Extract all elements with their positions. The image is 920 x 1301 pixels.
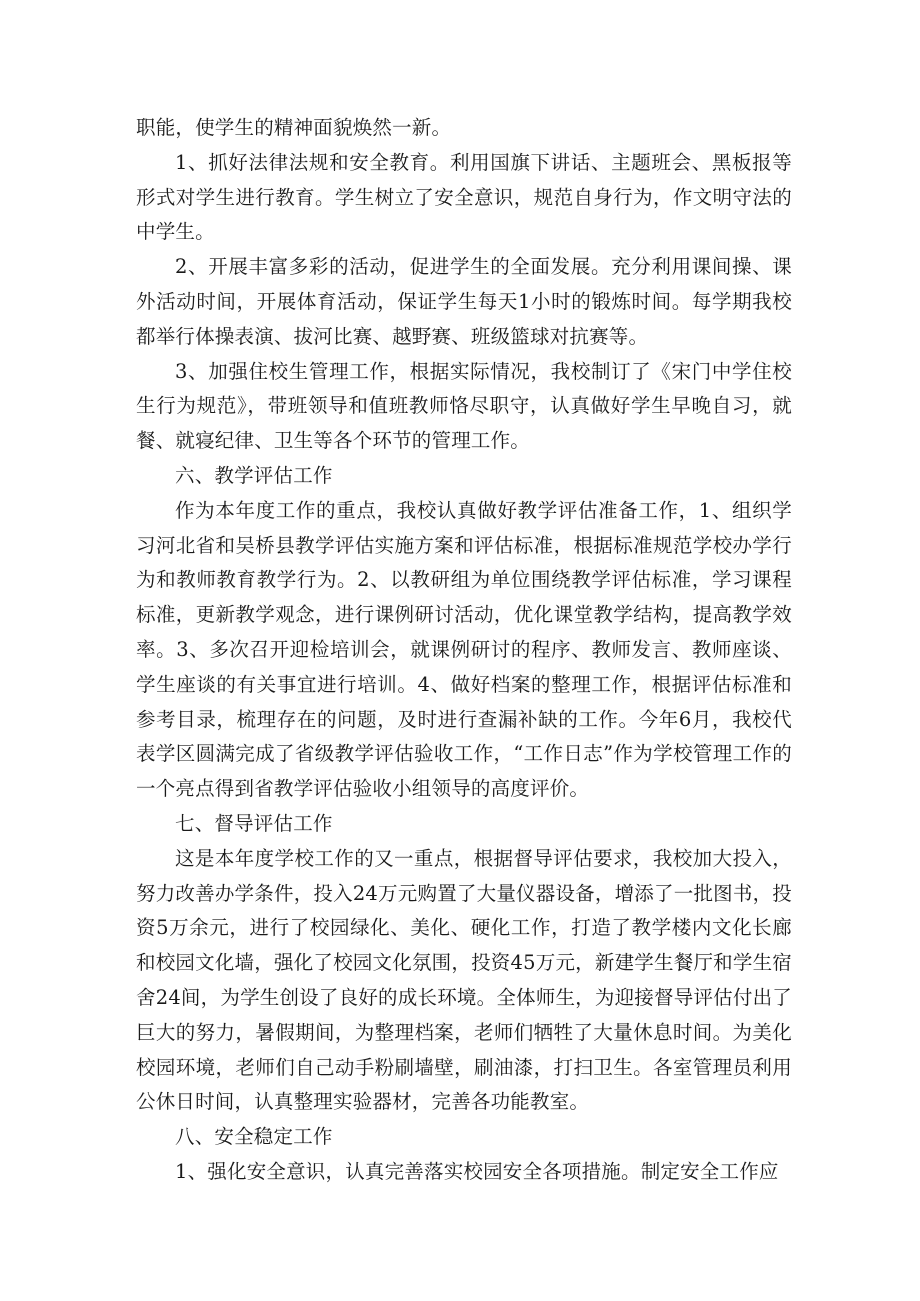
paragraph-safety-awareness: 1、强化安全意识，认真完善落实校园安全各项措施。制定安全工作应 bbox=[175, 1159, 779, 1183]
paragraph-supervision-evaluation: 这是本年度学校工作的又一重点，根据督导评估要求，我校加大投入，努力改善办学条件，投入24万元购置了大量仪器设备，增添了一批图书，投资5万余元，进行了校园绿化、美化、硬化工作，打造了教学楼内文化长廊和校园文化墙，强化了校园文化氛围，投资45万元，新建学生餐厅和学生宿舍24间，为学生创设了良好的成长环境。全体师生，为迎接督导评估付出了巨大的努力，暑假期间，为整理档案，老师们牺牲了大量休息时间。为美化校园环境，老师们自己动手粉刷墙壁，刷油漆，打扫卫生。各室管理员利用公休日时间，认真整理实验器材，完善各功能教室。 bbox=[136, 846, 792, 1114]
paragraph-continuation: 职能，使学生的精神面貌焕然一新。 bbox=[136, 116, 452, 139]
paragraph-activities: 2、开展丰富多彩的活动，促进学生的全面发展。充分利用课间操、课外活动时间，开展体育活动，保证学生每天1小时的锻炼时间。每学期我校都举行体操表演、拔河比赛、越野赛、班级篮球对抗赛等。 bbox=[136, 255, 792, 348]
section-heading-teaching-evaluation: 六、教学评估工作 bbox=[175, 463, 333, 487]
paragraph-law-safety-education: 1、抓好法律法规和安全教育。利用国旗下讲话、主题班会、黑板报等形式对学生进行教育。学生树立了安全意识，规范自身行为，作文明守法的中学生。 bbox=[136, 150, 792, 244]
paragraph-teaching-evaluation: 作为本年度工作的重点，我校认真做好教学评估准备工作，1、组织学习河北省和吴桥县教学评估实施方案和评估标准，根据标准规范学校办学行为和教师教育教学行为。2、以教研组为单位围绕教学评估标准，学习课程标准，更新教学观念，进行课例研讨活动，优化课堂教学结构，提高教学效率。3、多次召开迎检培训会，就课例研讨的程序、教师发言、教师座谈、学生座谈的有关事宜进行培训。4、做好档案的整理工作，根据评估标准和参考目录，梳理存在的问题，及时进行查漏补缺的工作。今年6月，我校代表学区圆满完成了省级教学评估验收工作，“工作日志”作为学校管理工作的一个亮点得到省教学评估验收小组领导的高度评价。 bbox=[136, 498, 792, 801]
section-heading-supervision-evaluation: 七、督导评估工作 bbox=[175, 811, 333, 835]
section-heading-safety-stability: 八、安全稳定工作 bbox=[175, 1125, 333, 1149]
document-body bbox=[136, 111, 792, 1190]
paragraph-boarding-management: 3、加强住校生管理工作，根据实际情况，我校制订了《宋门中学住校生行为规范》，带班领导和值班教师恪尽职守，认真做好学生早晚自习，就餐、就寝纪律、卫生等各个环节的管理工作。 bbox=[136, 359, 792, 453]
